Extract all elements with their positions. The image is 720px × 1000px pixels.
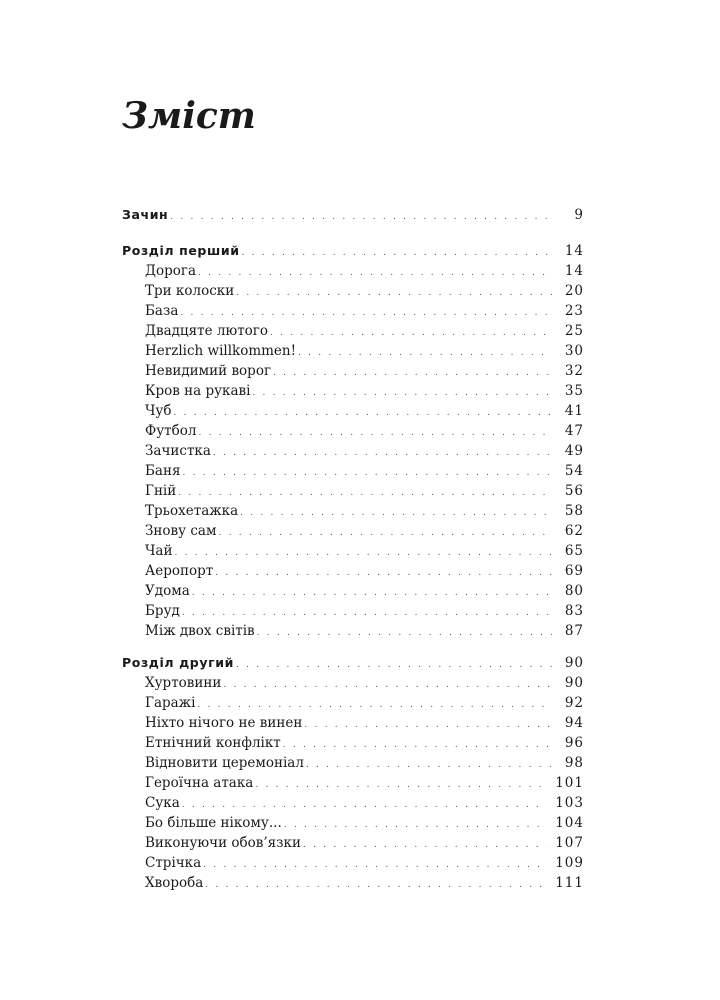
toc-chapter-label: Бруд [145, 603, 180, 619]
toc-chapter-label: Три колоски [145, 283, 235, 299]
dot-leader [240, 503, 552, 523]
dot-leader [257, 623, 552, 643]
toc-chapter-label: Відновити церемоніал [145, 755, 304, 771]
toc-chapter-page: 80 [564, 583, 584, 599]
dot-leader [213, 443, 552, 463]
toc-chapter-page: 109 [555, 855, 584, 871]
toc-chapter-label: Дорога [145, 263, 196, 279]
toc-chapter-label: Аеропорт [145, 563, 214, 579]
toc-chapter-label: Героїчна атака [145, 775, 254, 791]
toc-chapter-entry[interactable] [122, 541, 584, 561]
dot-leader [218, 523, 552, 543]
dot-leader [198, 263, 552, 283]
toc-chapter-page: 32 [564, 363, 584, 379]
toc-part-page: 14 [564, 243, 584, 259]
toc-chapter-entry[interactable] [122, 693, 584, 713]
toc-chapter-entry[interactable] [122, 441, 584, 461]
toc-chapter-entry[interactable] [122, 401, 584, 421]
toc-chapter-page: 87 [564, 623, 584, 639]
toc-chapter-label: Herzlich willkommen! [145, 343, 297, 359]
toc-chapter-entry[interactable] [122, 601, 584, 621]
toc-chapter-entry[interactable] [122, 773, 584, 793]
dot-leader [306, 755, 552, 775]
toc-chapter-entry[interactable] [122, 873, 584, 893]
toc-chapter-label: Знову сам [145, 523, 217, 539]
toc-chapter-label: Футбол [145, 423, 197, 439]
toc-chapter-page: 58 [564, 503, 584, 519]
dot-leader [180, 303, 552, 323]
dot-leader [197, 695, 552, 715]
toc-part-label: Розділ перший [122, 243, 240, 258]
dot-leader [284, 815, 547, 835]
toc-chapter-label: Зачистка [145, 443, 211, 459]
toc-chapter-entry[interactable] [122, 581, 584, 601]
dot-leader [170, 207, 552, 227]
dot-leader [182, 603, 552, 623]
dot-leader [178, 483, 552, 503]
toc-chapter-entry[interactable] [122, 753, 584, 773]
toc-chapter-entry[interactable] [122, 713, 584, 733]
toc-chapter-entry[interactable] [122, 261, 584, 281]
toc-chapter-page: 56 [564, 483, 584, 499]
toc-chapter-page: 103 [555, 795, 584, 811]
toc-chapter-label: Гній [145, 483, 177, 499]
toc-chapter-label: Хуртовини [145, 675, 222, 691]
toc-chapter-page: 65 [564, 543, 584, 559]
dot-leader [252, 383, 552, 403]
toc-chapter-entry[interactable] [122, 793, 584, 813]
toc-chapter-page: 92 [564, 695, 584, 711]
toc-intro-section [122, 205, 584, 225]
dot-leader [242, 243, 552, 263]
toc-chapter-page: 54 [564, 463, 584, 479]
toc-chapter-page: 104 [555, 815, 584, 831]
toc-chapter-entry[interactable] [122, 321, 584, 341]
toc-chapter-label: Сука [145, 795, 180, 811]
toc-chapter-page: 96 [564, 735, 584, 751]
toc-part-heading[interactable] [122, 241, 584, 261]
toc-chapter-label: Удома [145, 583, 190, 599]
toc-chapter-label: Стрічка [145, 855, 202, 871]
toc-part-heading[interactable] [122, 653, 584, 673]
dot-leader [174, 403, 552, 423]
toc-chapter-page: 25 [564, 323, 584, 339]
dot-leader [215, 563, 552, 583]
toc-chapter-page: 23 [564, 303, 584, 319]
toc-chapter-entry[interactable] [122, 833, 584, 853]
toc-chapter-page: 14 [564, 263, 584, 279]
toc-chapter-label: Ніхто нічого не винен [145, 715, 303, 731]
toc-entry-intro[interactable] [122, 205, 584, 225]
toc-chapter-entry[interactable] [122, 673, 584, 693]
dot-leader [303, 835, 547, 855]
dot-leader [273, 363, 552, 383]
toc-chapter-page: 47 [564, 423, 584, 439]
toc-chapter-entry[interactable] [122, 733, 584, 753]
toc-chapter-label: Кров на рукаві [145, 383, 251, 399]
dot-leader [236, 283, 552, 303]
toc-chapter-page: 20 [564, 283, 584, 299]
dot-leader [174, 543, 552, 563]
dot-leader [182, 463, 552, 483]
toc-chapter-entry[interactable] [122, 341, 584, 361]
toc-part-two [122, 653, 584, 893]
page-title: Зміст [122, 95, 256, 137]
toc-part-page: 90 [564, 655, 584, 671]
dot-leader [283, 735, 552, 755]
toc-chapter-page: 41 [564, 403, 584, 419]
toc-chapter-label: Гаражі [145, 695, 196, 711]
toc-chapter-page: 94 [564, 715, 584, 731]
toc-chapter-label: Чуб [145, 403, 172, 419]
toc-chapter-entry[interactable] [122, 281, 584, 301]
dot-leader [205, 875, 547, 895]
toc-chapter-label: Етнічний конфлікт [145, 735, 281, 751]
toc-chapter-label: Виконуючи обов’язки [145, 835, 301, 851]
dot-leader [255, 775, 547, 795]
dot-leader [270, 323, 552, 343]
toc-chapter-page: 69 [564, 563, 584, 579]
toc-chapter-page: 30 [564, 343, 584, 359]
dot-leader [203, 855, 547, 875]
dot-leader [223, 675, 552, 695]
toc-chapter-entry[interactable] [122, 421, 584, 441]
toc-entry-label: Зачин [122, 207, 169, 222]
toc-chapter-page: 111 [555, 875, 584, 891]
toc-chapter-page: 98 [564, 755, 584, 771]
toc-chapter-entry[interactable] [122, 501, 584, 521]
toc-chapter-entry[interactable] [122, 381, 584, 401]
toc-chapter-entry[interactable] [122, 561, 584, 581]
dot-leader [236, 655, 552, 675]
toc-part-label: Розділ другий [122, 655, 234, 670]
dot-leader [198, 423, 552, 443]
dot-leader [192, 583, 552, 603]
toc-chapter-entry[interactable] [122, 461, 584, 481]
toc-chapter-entry[interactable] [122, 621, 584, 641]
dot-leader [182, 795, 547, 815]
toc-chapter-page: 101 [555, 775, 584, 791]
toc-chapter-label: Трьохетажка [145, 503, 239, 519]
toc-chapter-page: 62 [564, 523, 584, 539]
toc-chapter-page: 35 [564, 383, 584, 399]
toc-chapter-entry[interactable] [122, 521, 584, 541]
dot-leader [304, 715, 552, 735]
toc-chapter-entry[interactable] [122, 481, 584, 501]
toc-chapter-entry[interactable] [122, 853, 584, 873]
toc-chapter-page: 90 [564, 675, 584, 691]
toc-chapter-label: Двадцяте лютого [145, 323, 269, 339]
toc-chapter-label: База [145, 303, 179, 319]
toc-chapter-label: Баня [145, 463, 181, 479]
toc-chapter-label: Чай [145, 543, 173, 559]
toc-chapter-page: 107 [555, 835, 584, 851]
toc-chapter-page: 49 [564, 443, 584, 459]
dot-leader [298, 343, 552, 363]
toc-entry-page: 9 [574, 207, 584, 223]
toc-chapter-entry[interactable] [122, 813, 584, 833]
toc-chapter-label: Хвороба [145, 875, 204, 891]
toc-part-one [122, 241, 584, 641]
toc-chapter-entry[interactable] [122, 301, 584, 321]
toc-chapter-entry[interactable] [122, 361, 584, 381]
toc-chapter-label: Між двох світів [145, 623, 255, 639]
toc-chapter-label: Невидимий ворог [145, 363, 272, 379]
toc-chapter-page: 83 [564, 603, 584, 619]
toc-chapter-label: Бо більше нікому... [145, 815, 282, 831]
